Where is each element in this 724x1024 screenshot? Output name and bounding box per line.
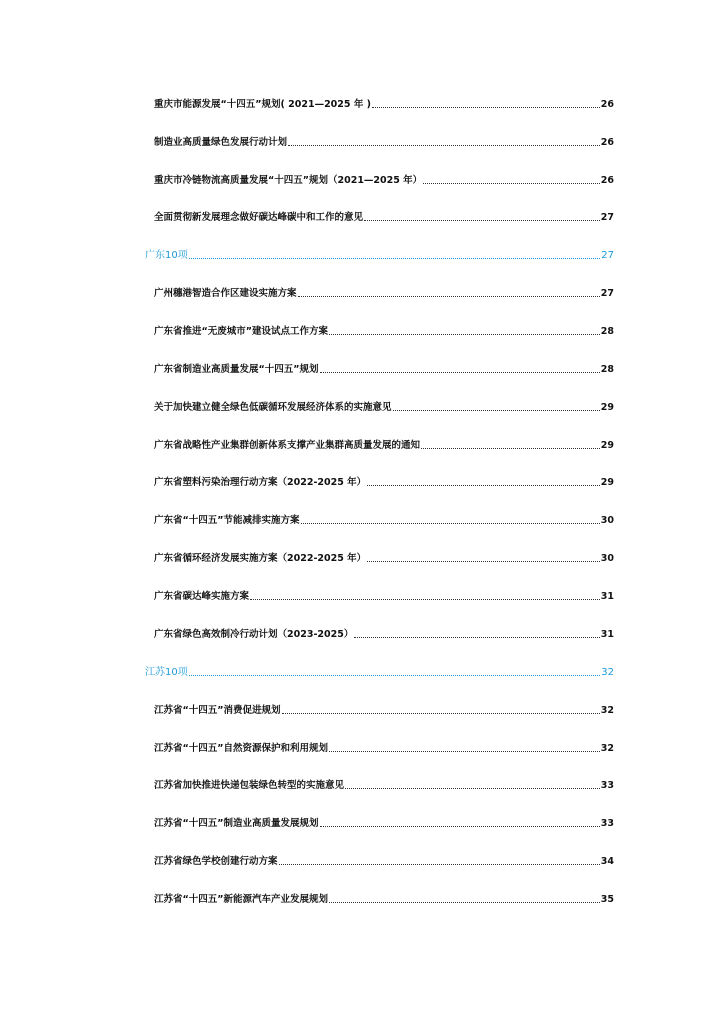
toc-entry-page-number: 29 [600, 477, 614, 488]
toc-section-title: 江苏10项 [145, 667, 188, 678]
dot-leader [329, 750, 600, 752]
toc-entry[interactable] [154, 737, 614, 755]
dot-leader [367, 560, 600, 562]
toc-entry-page-number: 29 [600, 402, 614, 413]
dot-leader [320, 371, 600, 373]
dot-leader [367, 484, 600, 486]
toc-entry-title: 江苏省“十四五”消费促进规划 [154, 705, 281, 716]
toc-entry-title: 广东省塑料污染治理行动方案（2022-2025 年） [154, 477, 367, 488]
toc-entry[interactable] [154, 699, 614, 717]
toc-entry-page-number: 27 [600, 212, 614, 223]
toc-entry-page-number: 35 [600, 894, 614, 905]
dot-leader [329, 333, 600, 335]
dot-leader [372, 106, 600, 108]
toc-entry-page-number: 33 [600, 818, 614, 829]
toc-entry-page-number: 28 [600, 326, 614, 337]
toc-entry-title: 关于加快建立健全绿色低碳循环发展经济体系的实施意见 [154, 402, 392, 413]
toc-entry-page-number: 26 [600, 137, 614, 148]
toc-entry-title: 制造业高质量绿色发展行动计划 [154, 137, 288, 148]
toc-entry-title: 江苏省加快推进快递包装绿色转型的实施意见 [154, 780, 345, 791]
toc-entry[interactable] [154, 774, 614, 792]
toc-entry-page-number: 31 [600, 629, 614, 640]
toc-section-page-number: 32 [601, 667, 614, 678]
dot-leader [354, 636, 599, 638]
toc-entry-title: 全面贯彻新发展理念做好碳达峰碳中和工作的意见 [154, 212, 364, 223]
toc-entry[interactable] [154, 471, 614, 489]
toc-entry-title: 广东省推进“无废城市”建设试点工作方案 [154, 326, 328, 337]
dot-leader [345, 787, 600, 789]
dot-leader [364, 219, 600, 221]
toc-entry-title: 广东省战略性产业集群创新体系支撑产业集群高质量发展的通知 [154, 440, 421, 451]
toc-entry-title: 重庆市冷链物流高质量发展“十四五”规划（2021—2025 年） [154, 175, 423, 186]
toc-entry[interactable] [154, 93, 614, 111]
dot-leader [320, 825, 600, 827]
toc-entry-page-number: 26 [600, 175, 614, 186]
toc-entry[interactable] [154, 206, 614, 224]
toc-entry[interactable] [154, 623, 614, 641]
toc-entry-title: 广东省“十四五”节能减排实施方案 [154, 515, 300, 526]
toc-entry-title: 江苏省“十四五”自然资源保护和利用规划 [154, 743, 328, 754]
toc-entry-page-number: 26 [600, 99, 614, 110]
toc-entry[interactable] [154, 850, 614, 868]
toc-entry[interactable] [154, 282, 614, 300]
toc-entry-title: 广东省绿色高效制冷行动计划（2023-2025） [154, 629, 354, 640]
toc-entry[interactable] [154, 169, 614, 187]
dot-leader [189, 674, 601, 676]
toc-entry[interactable] [154, 547, 614, 565]
toc-entry[interactable] [154, 320, 614, 338]
toc-entry[interactable] [154, 358, 614, 376]
dot-leader [298, 295, 600, 297]
toc-entry-title: 广东省循环经济发展实施方案（2022-2025 年） [154, 553, 367, 564]
toc-entry-page-number: 30 [600, 553, 614, 564]
dot-leader [250, 598, 600, 600]
toc-entry[interactable] [154, 396, 614, 414]
toc-entry[interactable] [154, 585, 614, 603]
dot-leader [423, 182, 600, 184]
toc-entry-page-number: 33 [600, 780, 614, 791]
toc-entry[interactable] [154, 131, 614, 149]
toc-section-heading[interactable] [145, 244, 614, 262]
toc-section-page-number: 27 [601, 250, 614, 261]
toc-entry-title: 江苏省绿色学校创建行动方案 [154, 856, 278, 867]
toc-entry-page-number: 30 [600, 515, 614, 526]
toc-entry-title: 广东省制造业高质量发展“十四五”规划 [154, 364, 319, 375]
toc-entry-page-number: 27 [600, 288, 614, 299]
dot-leader [282, 712, 600, 714]
dot-leader [329, 901, 600, 903]
toc-entry-title: 广东省碳达峰实施方案 [154, 591, 250, 602]
toc-entry-title: 江苏省“十四五”新能源汽车产业发展规划 [154, 894, 328, 905]
toc-section-title: 广东10项 [145, 250, 188, 261]
toc-entry[interactable] [154, 888, 614, 906]
toc-entry-page-number: 34 [600, 856, 614, 867]
toc-entry-page-number: 32 [600, 705, 614, 716]
toc-entry-page-number: 29 [600, 440, 614, 451]
toc-entry[interactable] [154, 509, 614, 527]
toc-entry-page-number: 31 [600, 591, 614, 602]
toc-entry-page-number: 28 [600, 364, 614, 375]
toc-section-heading[interactable] [145, 661, 614, 679]
dot-leader [279, 863, 600, 865]
dot-leader [421, 447, 600, 449]
toc-entry-page-number: 32 [600, 743, 614, 754]
dot-leader [189, 257, 601, 259]
dot-leader [393, 409, 600, 411]
toc-entry-title: 广州穗港智造合作区建设实施方案 [154, 288, 297, 299]
dot-leader [301, 522, 600, 524]
dot-leader [288, 144, 600, 146]
toc-entry[interactable] [154, 812, 614, 830]
toc-entry-title: 江苏省“十四五”制造业高质量发展规划 [154, 818, 319, 829]
toc-entry[interactable] [154, 434, 614, 452]
toc-entry-title: 重庆市能源发展“十四五”规划( 2021—2025 年 ) [154, 99, 371, 110]
